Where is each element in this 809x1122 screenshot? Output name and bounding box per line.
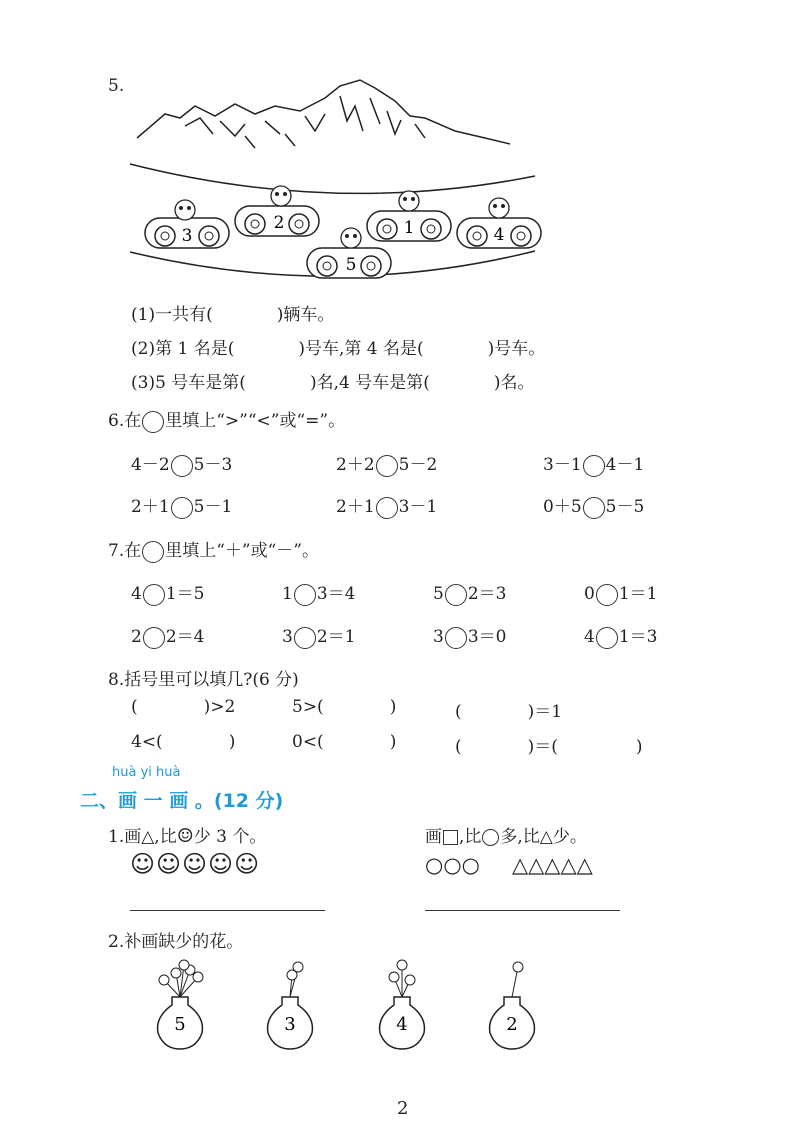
circle-icon: [142, 541, 164, 563]
car-number: 2: [273, 213, 285, 233]
q7-expr: 5 2＝3: [433, 584, 507, 604]
q7-expr: 3 2＝1: [282, 627, 356, 647]
q8-row1-a: ( )>2: [131, 697, 236, 717]
answer-line[interactable]: [425, 910, 620, 911]
vase-number: 3: [284, 1014, 296, 1035]
q7-expr: 1 3＝4: [282, 584, 356, 604]
smiley-icon: ☺: [176, 825, 194, 847]
q2-1-right-instruction: 画 ,比 多,比△少。: [425, 827, 587, 847]
answer-circle[interactable]: [596, 584, 618, 606]
answer-circle[interactable]: [583, 497, 605, 519]
q6-expr: 2＋1 5－1: [131, 497, 233, 517]
car-1: [367, 191, 451, 241]
question-7-title: 7.在 里填上“＋”或“－”。: [108, 541, 319, 561]
smiley-row: ☺☺☺☺☺: [130, 850, 261, 878]
triangle-row: △△△△△: [512, 853, 593, 877]
vase-4: [380, 960, 425, 1049]
circle-icon: [482, 829, 499, 846]
answer-circle[interactable]: [143, 627, 165, 649]
answer-circle[interactable]: [445, 584, 467, 606]
answer-circle[interactable]: [376, 455, 398, 477]
q5-item-3: (3)5 号车是第( )名,4 号车是第( )名。: [131, 373, 535, 393]
vase-3: [268, 962, 313, 1049]
question-6-title: 6.在 里填上“>”“<”或“=”。: [108, 411, 346, 431]
q7-expr: 3 3＝0: [433, 627, 507, 647]
q8-row1-c: ( )＝1: [455, 702, 563, 722]
q7-expr: 4 1＝5: [131, 584, 205, 604]
car-number: 5: [345, 255, 357, 275]
car-2: [235, 186, 319, 236]
vase-2: [490, 962, 535, 1049]
answer-line[interactable]: [130, 910, 325, 911]
q8-row2-a: 4<( ): [131, 732, 236, 752]
square-icon: [443, 830, 458, 845]
answer-circle[interactable]: [294, 627, 316, 649]
q5-item-2: (2)第 1 名是( )号车,第 4 名是( )号车。: [131, 339, 546, 359]
page-number: 2: [397, 1098, 409, 1119]
q7-expr: 2 2＝4: [131, 627, 205, 647]
q6-expr: 0＋5 5－5: [543, 497, 645, 517]
answer-circle[interactable]: [294, 584, 316, 606]
car-number: 3: [181, 226, 193, 246]
vase-number: 4: [396, 1014, 408, 1035]
q7-expr: 4 1＝3: [584, 627, 658, 647]
q2-2-title: 2.补画缺少的花。: [108, 932, 244, 952]
car-4: [457, 198, 541, 248]
q6-expr: 2＋1 3－1: [336, 497, 438, 517]
circle-icon: [142, 411, 164, 433]
car-3: [145, 200, 229, 248]
answer-circle[interactable]: [583, 455, 605, 477]
answer-circle[interactable]: [445, 627, 467, 649]
q8-row2-c: ( )＝( ): [455, 737, 643, 757]
q6-expr: 2＋2 5－2: [336, 455, 438, 475]
vases-illustration: [140, 955, 560, 1050]
q8-row2-b: 0<( ): [292, 732, 397, 752]
section-2-title: 二、画 一 画 。(12 分): [80, 790, 284, 812]
q6-expr: 3－1 4－1: [543, 455, 645, 475]
vase-number: 5: [174, 1014, 186, 1035]
vase-5: [158, 960, 203, 1049]
car-number: 1: [403, 218, 415, 238]
answer-circle[interactable]: [376, 497, 398, 519]
vase-number: 2: [506, 1014, 518, 1035]
question-8-title: 8.括号里可以填几?(6 分): [108, 670, 299, 690]
race-illustration: [125, 76, 545, 291]
q2-1-left-instruction: 1.画△,比☺少 3 个。: [108, 825, 267, 847]
answer-circle[interactable]: [171, 455, 193, 477]
answer-circle[interactable]: [143, 584, 165, 606]
q7-expr: 0 1＝1: [584, 584, 658, 604]
circle-row: ○○○: [425, 853, 480, 877]
answer-circle[interactable]: [596, 627, 618, 649]
mountain-drawing: [137, 80, 510, 148]
car-number: 4: [493, 225, 505, 245]
question-5-number: 5.: [108, 76, 125, 96]
q8-row1-b: 5>( ): [292, 697, 397, 717]
road-edge-top: [130, 164, 535, 193]
answer-circle[interactable]: [171, 497, 193, 519]
section-2-pinyin: huà yi huà: [112, 765, 181, 780]
q5-item-1: (1)一共有( )辆车。: [131, 305, 335, 325]
q6-expr: 4－2 5－3: [131, 455, 233, 475]
